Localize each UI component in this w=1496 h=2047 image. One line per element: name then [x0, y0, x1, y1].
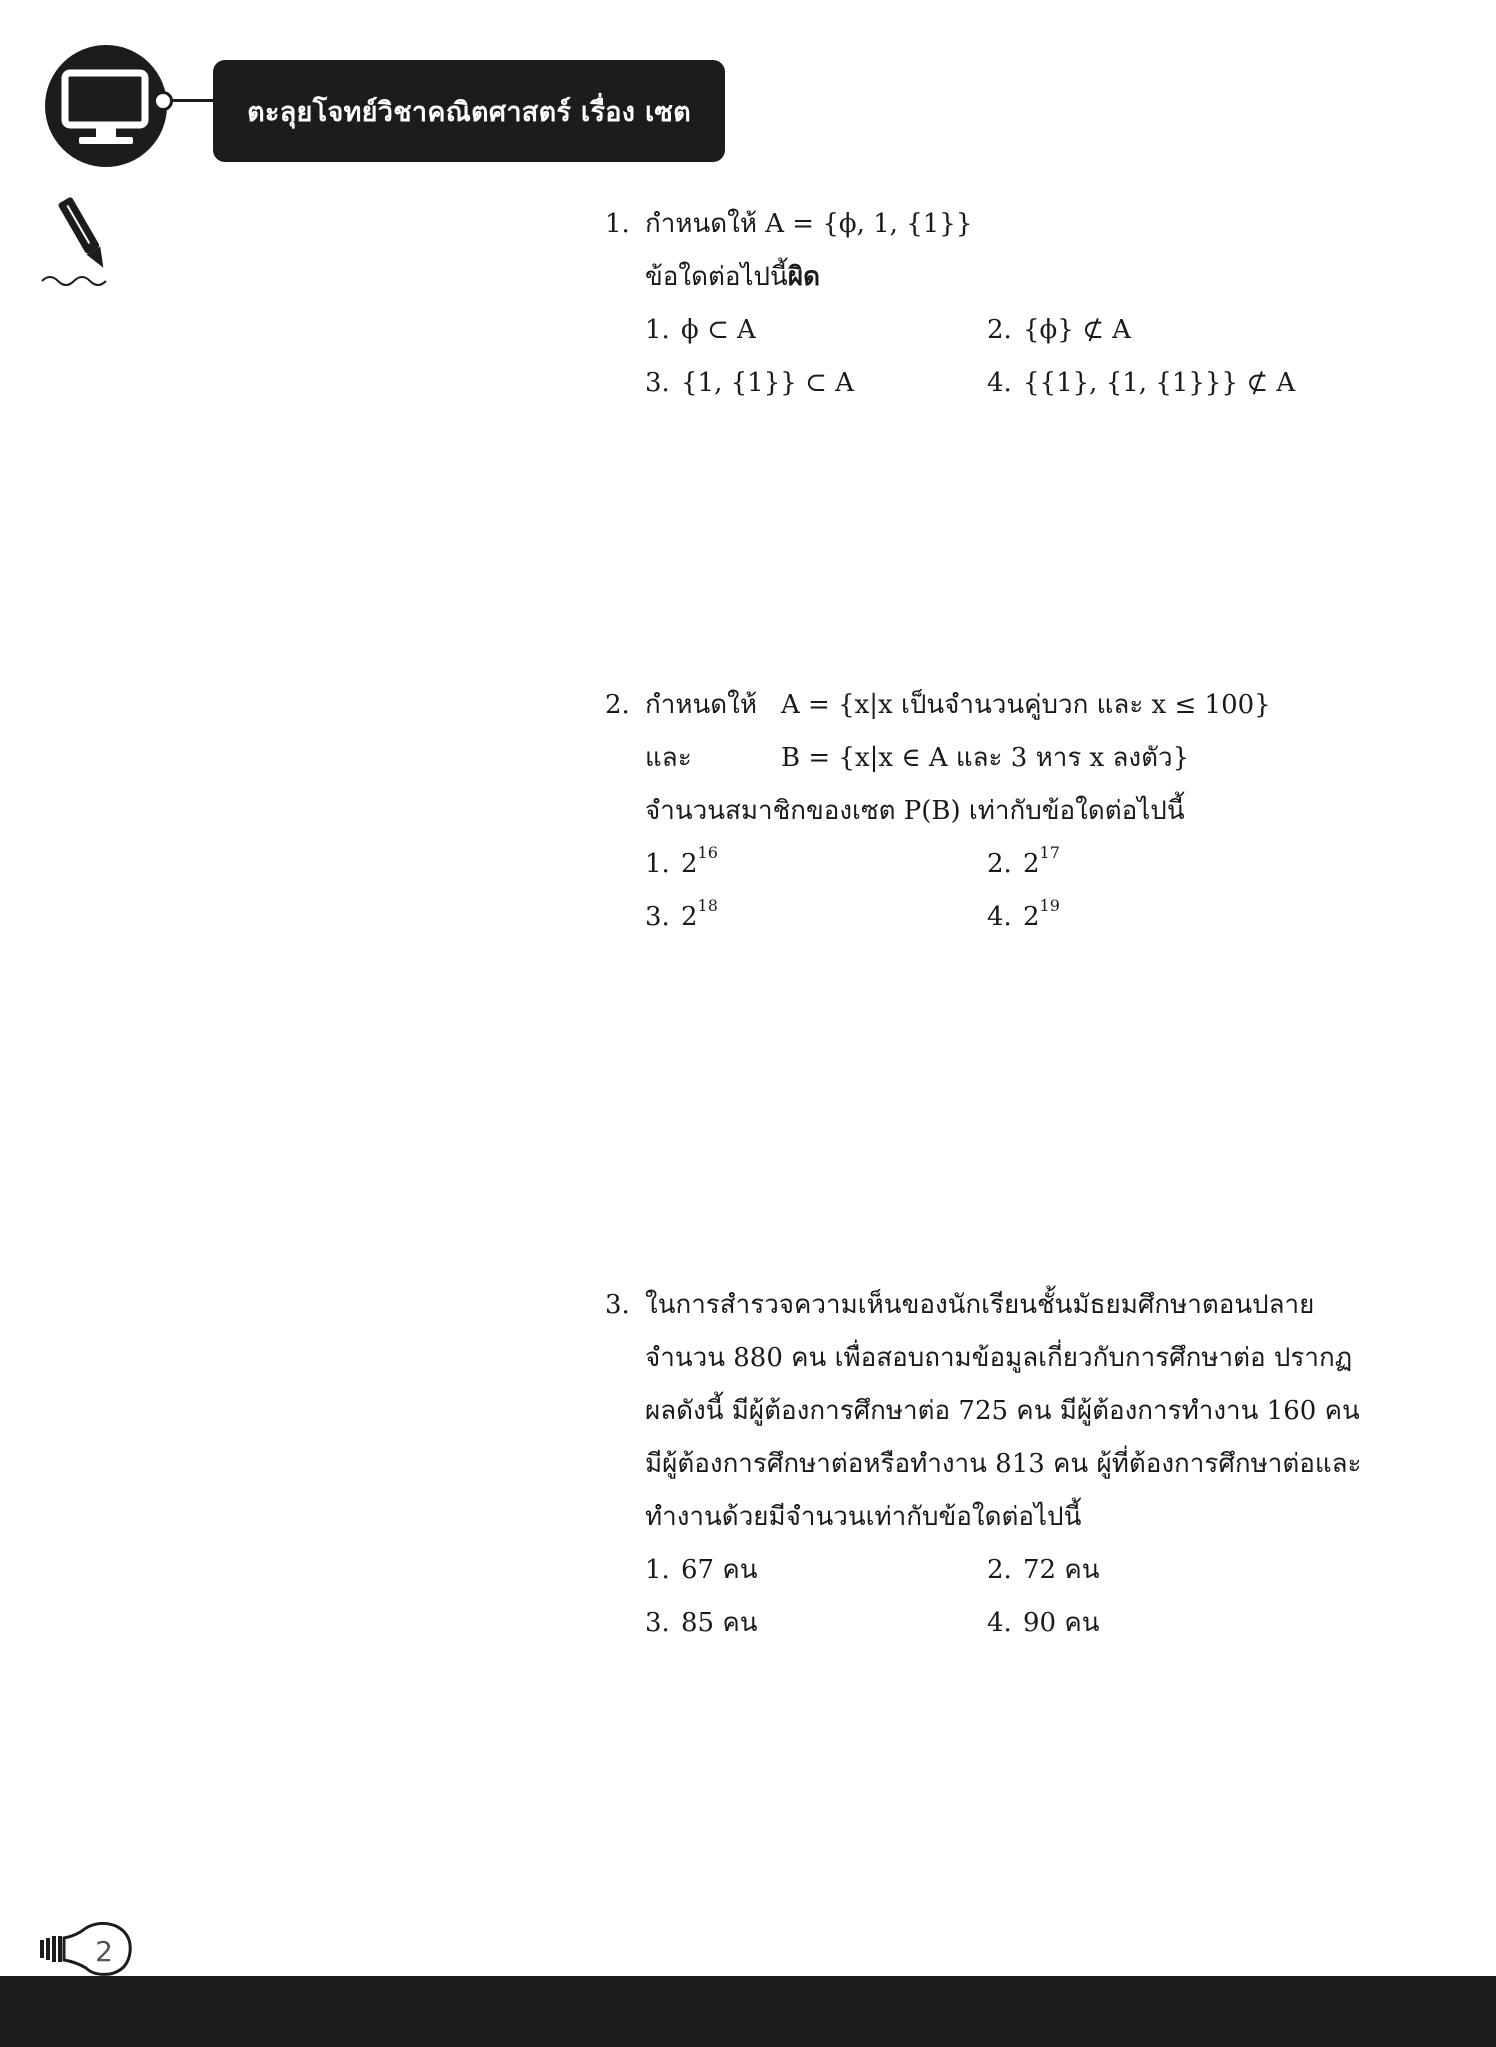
question-3 [605, 1279, 1365, 1650]
question-number: 3. [605, 1290, 630, 1320]
choice-2[interactable] [987, 304, 1307, 357]
header-connector-dot [153, 91, 173, 111]
prompt-text: ข้อใดต่อไปนี้ [645, 262, 788, 292]
choice-1[interactable] [645, 1544, 987, 1597]
choice-3[interactable] [645, 357, 987, 410]
question-number: 2. [605, 690, 630, 720]
choice-3[interactable] [645, 891, 987, 944]
choice-exponent: 18 [697, 896, 718, 915]
choice-grid [605, 304, 1365, 410]
choice-4[interactable] [987, 891, 1307, 944]
choice-exponent: 16 [697, 843, 718, 862]
question-prompt: ทำงานด้วยมีจำนวนเท่ากับข้อใดต่อไปนี้ [645, 1502, 1082, 1532]
set-a-definition: A = {x|x เป็นจำนวนคู่บวก และ x ≤ 100} [781, 690, 1271, 720]
choice-number: 4. [987, 368, 1012, 398]
choice-3[interactable] [645, 1597, 987, 1650]
choice-text: 90 คน [1023, 1608, 1100, 1638]
choice-grid [605, 1544, 1365, 1650]
page-title: ตะลุยโจทย์วิชาคณิตศาสตร์ เรื่อง เซต [247, 96, 691, 128]
question-statement-line: ผลดังนี้ มีผู้ต้องการศึกษาต่อ 725 คน มีผู้ต้องการทำงาน 160 คน [645, 1396, 1360, 1426]
question-number: 1. [605, 209, 630, 239]
choice-text: {1, {1}} ⊂ A [681, 368, 854, 398]
choice-base: 2 [1023, 849, 1040, 879]
choice-number: 1. [645, 315, 670, 345]
choice-number: 2. [987, 1555, 1012, 1585]
choice-number: 1. [645, 849, 670, 879]
choice-4[interactable] [987, 357, 1307, 410]
choice-number: 4. [987, 1608, 1012, 1638]
question-prompt [605, 251, 1365, 304]
choice-text: 67 คน [681, 1555, 758, 1585]
choice-number: 2. [987, 849, 1012, 879]
question-2 [605, 679, 1365, 944]
choice-text: 85 คน [681, 1608, 758, 1638]
choice-2[interactable] [987, 1544, 1307, 1597]
monitor-icon-badge [45, 45, 167, 167]
choice-number: 3. [645, 1608, 670, 1638]
monitor-icon [45, 45, 167, 167]
question-1 [605, 198, 1365, 410]
choice-1[interactable] [645, 838, 987, 891]
choice-4[interactable] [987, 1597, 1307, 1650]
footer-bar [0, 1976, 1496, 2047]
question-label: กำหนดให้ [645, 690, 757, 720]
question-statement-line: จำนวน 880 คน เพื่อสอบถามข้อมูลเกี่ยวกับการศึกษาต่อ ปรากฏ [645, 1343, 1353, 1373]
question-statement-line: มีผู้ต้องการศึกษาต่อหรือทำงาน 813 คน ผู้ที่ต้องการศึกษาต่อและ [645, 1449, 1362, 1479]
choice-number: 3. [645, 902, 670, 932]
question-statement-line: ในการสำรวจความเห็นของนักเรียนชั้นมัธยมศึกษาตอนปลาย [645, 1290, 1315, 1320]
choice-base: 2 [1023, 902, 1040, 932]
choice-text: ϕ ⊂ A [681, 315, 756, 345]
choice-2[interactable] [987, 838, 1307, 891]
prompt-emphasis: ผิด [787, 262, 820, 292]
choice-text: {{1}, {1, {1}}} ⊄ A [1023, 368, 1296, 398]
page-number: 2 [95, 1935, 113, 1968]
choice-text: {ϕ} ⊄ A [1023, 315, 1131, 345]
choice-1[interactable] [645, 304, 987, 357]
set-b-definition: B = {x|x ∈ A และ 3 หาร x ลงตัว} [781, 743, 1190, 773]
choice-base: 2 [681, 902, 698, 932]
choice-number: 2. [987, 315, 1012, 345]
choice-number: 1. [645, 1555, 670, 1585]
question-label: และ [645, 743, 692, 773]
choice-grid [605, 838, 1365, 944]
question-statement: กำหนดให้ A = {ϕ, 1, {1}} [645, 209, 973, 239]
choice-exponent: 17 [1039, 843, 1060, 862]
question-prompt: จำนวนสมาชิกของเซต P(B) เท่ากับข้อใดต่อไปนี้ [645, 796, 1185, 826]
header-title-bar [213, 60, 725, 162]
choice-exponent: 19 [1039, 896, 1060, 915]
choice-number: 4. [987, 902, 1012, 932]
choice-number: 3. [645, 368, 670, 398]
choice-text: 72 คน [1023, 1555, 1100, 1585]
pen-icon [40, 193, 125, 288]
choice-base: 2 [681, 849, 698, 879]
